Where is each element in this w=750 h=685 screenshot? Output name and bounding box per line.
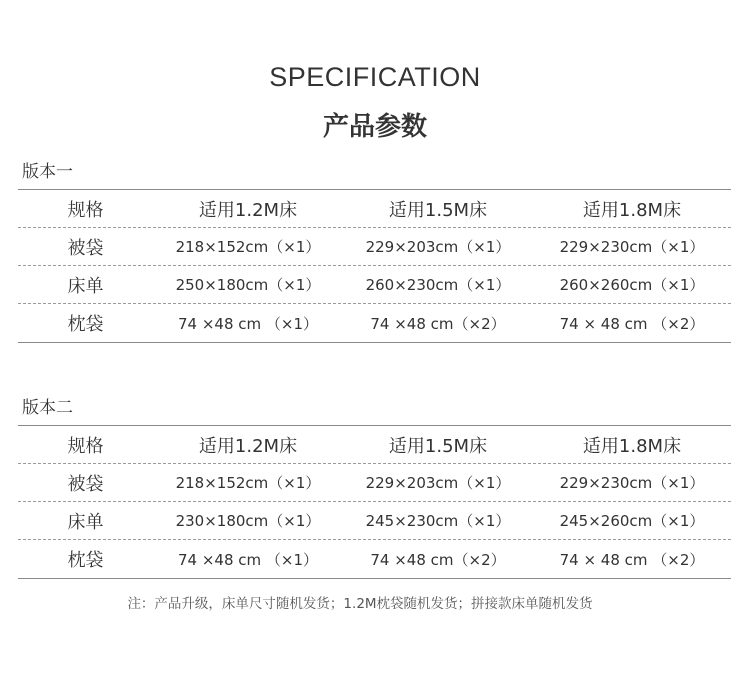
table-cell: 245×230cm（×1） (365, 512, 511, 530)
table-cell: 245×260cm（×1） (559, 512, 705, 530)
row-label: 床单 (67, 275, 104, 297)
version-2-label: 版本二 (22, 398, 73, 418)
header-cell-1-5m: 适用1.5M床 (388, 435, 488, 457)
table-row (18, 502, 731, 540)
footnote: 注：产品升级，床单尺寸随机发货；1.2M枕袋随机发货；拼接款床单随机发货 (127, 596, 593, 612)
table-row (18, 266, 731, 304)
row-label: 被袋 (67, 237, 104, 259)
row-label: 床单 (67, 511, 104, 533)
spec-table-version-1 (18, 189, 731, 343)
table-cell: 218×152cm（×1） (175, 238, 321, 256)
table-cell: 74 ×48 cm（×2） (370, 550, 506, 569)
header-cell-spec: 规格 (67, 435, 104, 457)
table-header-row (18, 190, 731, 228)
header-cell-1-8m: 适用1.8M床 (582, 435, 682, 457)
spec-table-version-2 (18, 425, 731, 579)
table-cell: 229×203cm（×1） (365, 238, 511, 256)
page-title-en: SPECIFICATION (269, 62, 481, 92)
header-cell-1-2m: 适用1.2M床 (198, 199, 298, 221)
header-cell-1-5m: 适用1.5M床 (388, 199, 488, 221)
row-label: 枕袋 (67, 550, 104, 571)
header-cell-spec: 规格 (67, 199, 104, 221)
page-title-cn: 产品参数 (322, 112, 427, 142)
table-row (18, 304, 731, 342)
row-label: 被袋 (67, 473, 104, 495)
table-cell: 74 ×48 cm （×1） (177, 314, 319, 333)
table-cell: 260×260cm（×1） (559, 276, 705, 294)
table-row (18, 540, 731, 578)
table-cell: 229×230cm（×1） (559, 238, 705, 256)
table-row (18, 228, 731, 266)
table-cell: 260×230cm（×1） (365, 276, 511, 294)
table-cell: 74 ×48 cm（×2） (370, 314, 506, 333)
table-cell: 74 × 48 cm （×2） (559, 550, 705, 569)
table-cell: 230×180cm（×1） (175, 512, 321, 530)
table-row (18, 464, 731, 502)
header-cell-1-8m: 适用1.8M床 (582, 199, 682, 221)
table-header-row (18, 426, 731, 464)
table-cell: 229×203cm（×1） (365, 474, 511, 492)
table-cell: 229×230cm（×1） (559, 474, 705, 492)
table-cell: 250×180cm（×1） (175, 276, 321, 294)
table-cell: 74 × 48 cm （×2） (559, 314, 705, 333)
table-cell: 218×152cm（×1） (175, 474, 321, 492)
header-cell-1-2m: 适用1.2M床 (198, 435, 298, 457)
row-label: 枕袋 (67, 314, 104, 335)
table-cell: 74 ×48 cm （×1） (177, 550, 319, 569)
version-1-label: 版本一 (22, 162, 73, 182)
